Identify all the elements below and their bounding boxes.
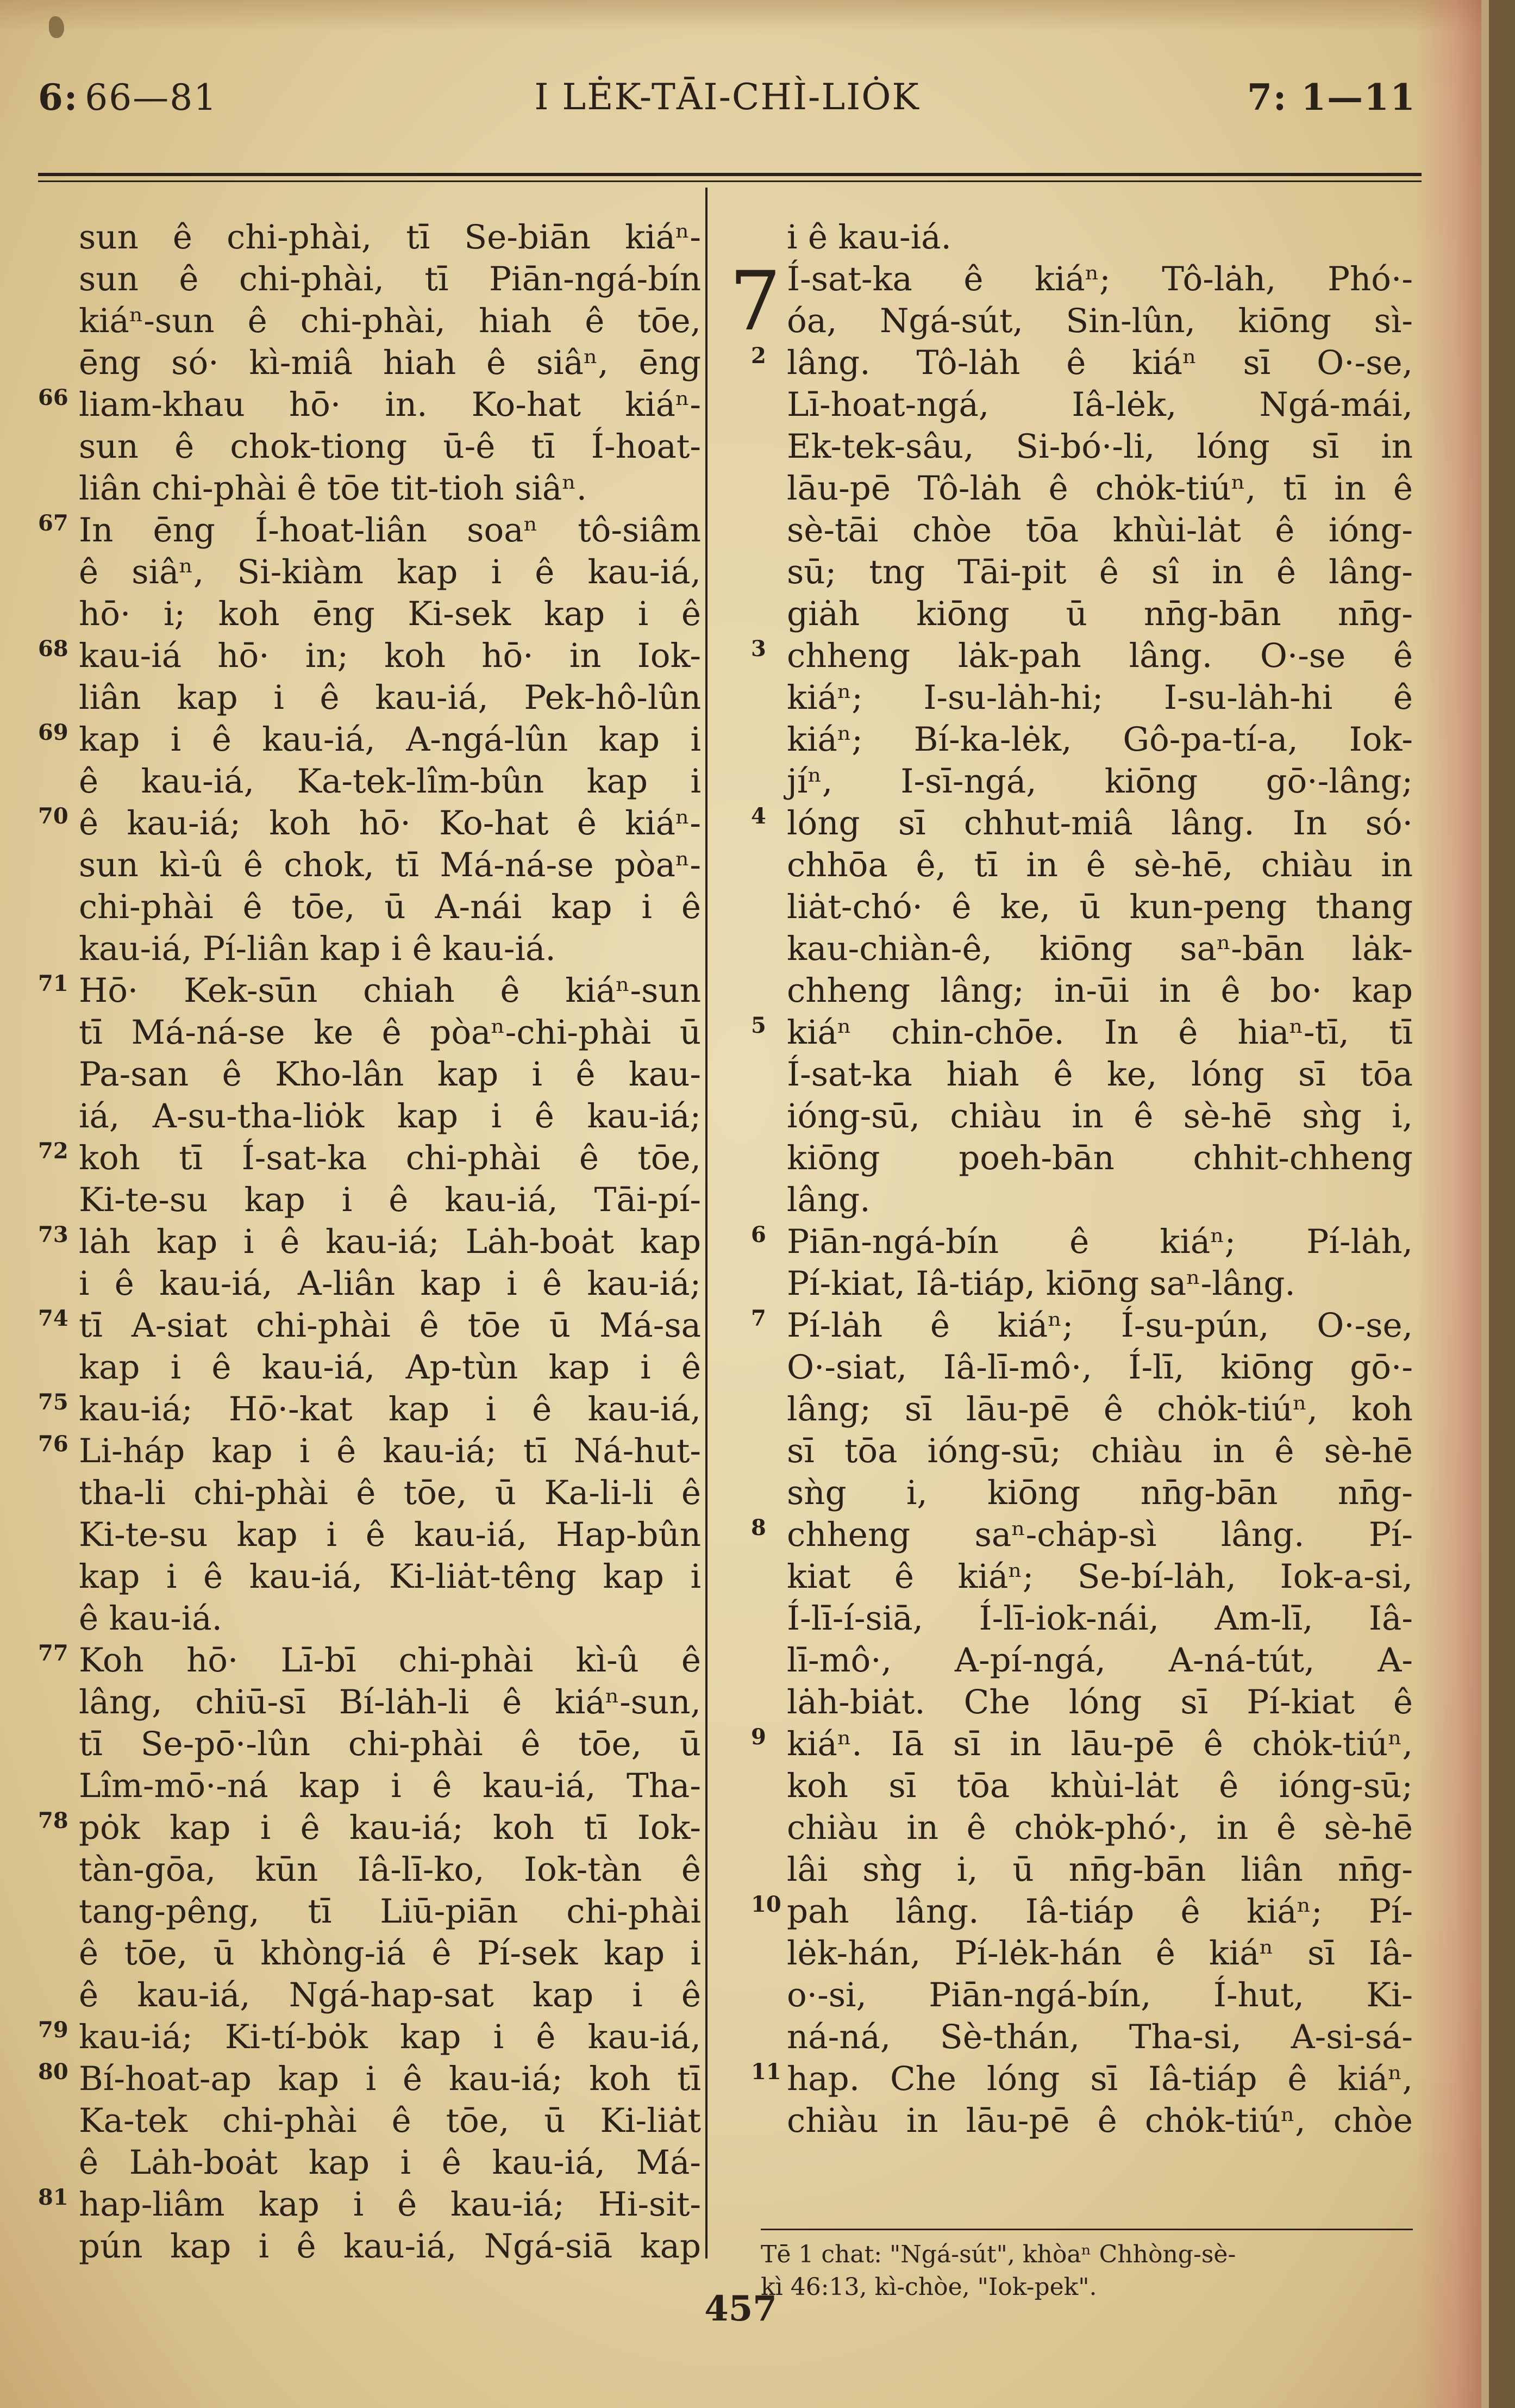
verse-number: 8 (751, 1515, 766, 1540)
verse-text: Pí-lȧh ê kiáⁿ; Í-su-pún, O·-se, (787, 1306, 1413, 1345)
text-line (38, 1305, 701, 1346)
text-line (38, 1472, 701, 1514)
text-line (38, 426, 701, 467)
text-line (717, 2058, 1413, 2100)
text-line (717, 760, 1413, 802)
verse-text: tī Se-pō·-lûn chi-phài ê tōe, ū (79, 1725, 701, 1763)
text-line (717, 928, 1413, 970)
verse-text: pún kap i ê kau-iá, Ngá-siā kap (79, 2227, 701, 2266)
text-line (717, 300, 1413, 342)
book-title: I LĖK-TĀI-CHÌ-LIȮK (534, 76, 920, 118)
verse-text: chheng saⁿ-chȧp-sì lâng. Pí- (787, 1515, 1413, 1554)
text-line (717, 426, 1413, 467)
verse-text: kap i ê kau-iá, Ap-tùn kap i ê (79, 1348, 701, 1387)
verse-text: jíⁿ, I-sī-ngá, kiōng gō·-lâng; (787, 762, 1413, 801)
verse-number: 71 (38, 971, 68, 996)
text-line (38, 593, 701, 635)
verse-text: kiáⁿ; Bí-ka-lėk, Gô-pa-tí-a, Iok- (787, 720, 1413, 759)
verse-number: 2 (751, 343, 766, 369)
verse-text: Í-sat-ka ê kiáⁿ; Tô-lȧh, Phó·- (787, 260, 1413, 298)
verse-text: chheng lâng; in-ūi in ê bo· kap (787, 971, 1413, 1010)
verse-text: kiōng poeh-bān chhit-chheng (787, 1139, 1413, 1177)
text-line (38, 802, 701, 844)
verse-text: ê kau-iá; koh hō· Ko-hat ê kiáⁿ- (79, 804, 701, 843)
verse-text: hap-liâm kap i ê kau-iá; Hi-sit- (79, 2185, 701, 2224)
text-line (717, 1012, 1413, 1053)
text-line (717, 1514, 1413, 1556)
verse-text: lâi sǹg i, ū nn̄g-bān liân nn̄g- (787, 1850, 1413, 1889)
text-line (38, 2058, 701, 2100)
verse-text: iá, A-su-tha-liȯk kap i ê kau-iá; (79, 1097, 701, 1136)
text-line (38, 886, 701, 928)
text-line (717, 1556, 1413, 1598)
verse-text: chiàu in lāu-pē ê chȯk-tiúⁿ, chòe (787, 2101, 1413, 2140)
verse-text: kiat ê kiáⁿ; Se-bí-lȧh, Iok-a-si, (787, 1557, 1413, 1596)
text-line (38, 216, 701, 258)
verse-text: Bí-hoat-ap kap i ê kau-iá; koh tī (79, 2060, 701, 2098)
verse-text: o·-si, Piān-ngá-bín, Í-hut, Ki- (787, 1976, 1413, 2014)
text-line (717, 1179, 1413, 1221)
header-rule-thin (38, 180, 1422, 182)
text-line (717, 802, 1413, 844)
text-line (717, 1807, 1413, 1849)
verse-text: pah lâng. Iâ-tiáp ê kiáⁿ; Pí- (787, 1892, 1413, 1931)
verse-number: 68 (38, 636, 68, 662)
text-line (717, 467, 1413, 509)
text-line (717, 1849, 1413, 1891)
verse-number: 7 (751, 1306, 766, 1331)
verse-text: ê kau-iá, Ngá-hap-sat kap i ê (79, 1976, 701, 2014)
verse-text: kiáⁿ chin-chōe. In ê hiaⁿ-tī, tī (787, 1013, 1413, 1052)
text-line (38, 970, 701, 1012)
verse-text: sun ê chi-phài, tī Piān-ngá-bín (79, 260, 701, 298)
column-divider (705, 188, 708, 2259)
verse-number: 11 (751, 2059, 781, 2085)
verse-text: kau-iá hō· in; koh hō· in Iok- (79, 637, 701, 675)
verse-text: Lîm-mō·-ná kap i ê kau-iá, Tha- (79, 1767, 701, 1805)
text-line (38, 342, 701, 384)
verse-text: kiáⁿ; I-su-lȧh-hi; I-su-lȧh-hi ê (787, 678, 1413, 717)
text-line (717, 342, 1413, 384)
verse-text: In ēng Í-hoat-liân soaⁿ tô-siâm (79, 511, 701, 550)
verse-text: lóng sī chhut-miâ lâng. In só· (787, 804, 1413, 843)
text-line (38, 1053, 701, 1095)
verse-text: ê tōe, ū khòng-iá ê Pí-sek kap i (79, 1934, 701, 1973)
verse-text: tī Má-ná-se ke ê pòaⁿ-chi-phài ū (79, 1013, 701, 1052)
verse-number: 69 (38, 720, 68, 745)
text-line (717, 677, 1413, 719)
verse-text: hap. Che lóng sī Iâ-tiáp ê kiáⁿ, (787, 2060, 1413, 2098)
verse-number: 6 (751, 1222, 766, 1247)
text-line (38, 844, 701, 886)
text-line (717, 1095, 1413, 1137)
verse-number: 72 (38, 1138, 68, 1164)
text-line (38, 1765, 701, 1807)
verse-text: sun kì-û ê chok, tī Má-ná-se pòaⁿ- (79, 846, 701, 884)
text-line (38, 1221, 701, 1263)
edge-stain (1416, 0, 1481, 2408)
verse-text: Í-sat-ka hiah ê ke, lóng sī tōa (787, 1055, 1413, 1094)
text-line (38, 1388, 701, 1430)
text-line (717, 2016, 1413, 2058)
verse-text: kiáⁿ-sun ê chi-phài, hiah ê tōe, (79, 302, 701, 340)
verse-text: sun ê chi-phài, tī Se-biān kiáⁿ- (79, 218, 701, 257)
verse-text: chiàu in ê chȯk-phó·, in ê sè-hē (787, 1808, 1413, 1847)
text-line (38, 258, 701, 300)
right-column (717, 216, 1413, 2142)
verse-text: tī A-siat chi-phài ê tōe ū Má-sa (79, 1306, 701, 1345)
verse-number: 75 (38, 1389, 68, 1415)
text-line (717, 593, 1413, 635)
text-line (38, 384, 701, 426)
verse-text: sǹg i, kiōng nn̄g-bān nn̄g- (787, 1474, 1413, 1512)
text-line (38, 1849, 701, 1891)
verse-number: 66 (38, 385, 68, 410)
footnote-line: Tē 1 chat: "Ngá-sút", khòaⁿ Chhòng-sè- (761, 2241, 1236, 2268)
verse-text: Li-háp kap i ê kau-iá; tī Ná-hut- (79, 1432, 701, 1470)
text-line (717, 1263, 1413, 1305)
verse-text: koh tī Í-sat-ka chi-phài ê tōe, (79, 1139, 701, 1177)
text-line (717, 551, 1413, 593)
verse-text: ê Lȧh-boȧt kap i ê kau-iá, Má- (79, 2143, 701, 2182)
verse-text: giȧh kiōng ū nn̄g-bān nn̄g- (787, 595, 1413, 633)
text-line (717, 1305, 1413, 1346)
verse-text: ióng-sū, chiàu in ê sè-hē sǹg i, (787, 1097, 1413, 1136)
verse-text: chhōa ê, tī in ê sè-hē, chiàu in (787, 846, 1413, 884)
left-column (38, 216, 701, 2267)
verse-text: pȯk kap i ê kau-iá; koh tī Iok- (79, 1808, 701, 1847)
text-line (717, 1137, 1413, 1179)
verse-text: lâng. (787, 1181, 871, 1219)
verse-number: 79 (38, 2017, 68, 2043)
text-line (38, 2225, 701, 2267)
verse-text: kau-iá, Pí-liân kap i ê kau-iá. (79, 929, 556, 968)
verse-text: kau-iá; Hō·-kat kap i ê kau-iá, (79, 1390, 701, 1428)
verse-text: kau-iá; Ki-tí-bȯk kap i ê kau-iá, (79, 2018, 701, 2056)
text-line (38, 760, 701, 802)
text-line (38, 1012, 701, 1053)
text-line (717, 886, 1413, 928)
verse-number: 4 (751, 803, 766, 829)
verse-text: óa, Ngá-sút, Sin-lûn, kiōng sì- (787, 302, 1413, 340)
verse-text: ê siâⁿ, Si-kiàm kap i ê kau-iá, (79, 553, 701, 591)
text-line (717, 719, 1413, 760)
text-line (717, 1932, 1413, 1974)
text-line (717, 1891, 1413, 1932)
text-line (38, 300, 701, 342)
verse-text: i ê kau-iá, A-liân kap i ê kau-iá; (79, 1264, 701, 1303)
text-line (717, 1388, 1413, 1430)
verse-text: lâng. Tô-lȧh ê kiáⁿ sī O·-se, (787, 344, 1413, 382)
text-line (38, 719, 701, 760)
verse-text: ná-ná, Sè-thán, Tha-si, A-si-sá- (787, 2018, 1413, 2056)
verse-text: Hō· Kek-sūn chiah ê kiáⁿ-sun (79, 971, 701, 1010)
text-line (38, 1263, 701, 1305)
verse-text: liân kap i ê kau-iá, Pek-hô-lûn (79, 678, 701, 717)
text-line (38, 2100, 701, 2142)
text-line (717, 1346, 1413, 1388)
verse-number: 76 (38, 1431, 68, 1457)
header-rule-thick (38, 173, 1422, 176)
verse-text: Ka-tek chi-phài ê tōe, ū Ki-liȧt (79, 2101, 701, 2140)
text-line (38, 1556, 701, 1598)
verse-number: 3 (751, 636, 766, 662)
text-line (38, 467, 701, 509)
verse-number: 5 (751, 1013, 766, 1038)
verse-text: ê kau-iá, Ka-tek-lîm-bûn kap i (79, 762, 701, 801)
text-line (38, 1974, 701, 2016)
text-line (717, 1681, 1413, 1723)
verse-number: 81 (38, 2185, 68, 2210)
verse-text: tha-li chi-phài ê tōe, ū Ka-li-li ê (79, 1474, 701, 1512)
verse-number: 74 (38, 1306, 68, 1331)
verse-text: liȧt-chó· ê ke, ū kun-peng thang (787, 888, 1413, 926)
verse-text: lėk-hán, Pí-lėk-hán ê kiáⁿ sī Iâ- (787, 1934, 1413, 1973)
text-line (717, 970, 1413, 1012)
text-line (38, 1430, 701, 1472)
verse-text: kap i ê kau-iá, Ki-liȧt-têng kap i (79, 1557, 701, 1596)
verse-text: kap i ê kau-iá, A-ngá-lûn kap i (79, 720, 701, 759)
verse-text: kau-chiàn-ê, kiōng saⁿ-bān lȧk- (787, 929, 1413, 968)
verse-text: lȧh kap i ê kau-iá; Lȧh-boȧt kap (79, 1222, 701, 1261)
chapter-number: 7 (729, 254, 781, 349)
text-line (38, 1681, 701, 1723)
verse-text: sū; tng Tāi-pit ê sî in ê lâng- (787, 553, 1413, 591)
header-left-range: 6: 66—81 (38, 76, 218, 118)
text-line (717, 2100, 1413, 2142)
text-line (38, 1807, 701, 1849)
footnote-line: kì 46:13, kì-chòe, "Iok-pek". (761, 2273, 1097, 2301)
text-line (38, 928, 701, 970)
text-line (38, 551, 701, 593)
verse-text: sè-tāi chòe tōa khùi-lȧt ê ióng- (787, 511, 1413, 550)
text-line (38, 1932, 701, 1974)
text-line (717, 844, 1413, 886)
text-line (38, 1095, 701, 1137)
verse-text: Ki-te-su kap i ê kau-iá, Hap-bûn (79, 1515, 701, 1554)
verse-text: lȧh-biȧt. Che lóng sī Pí-kiat ê (787, 1683, 1413, 1721)
verse-text: lī-mô·, A-pí-ngá, A-ná-tút, A- (787, 1641, 1413, 1680)
verse-text: tàn-gōa, kūn Iâ-lī-ko, Iok-tàn ê (79, 1850, 701, 1889)
verse-text: lāu-pē Tô-lȧh ê chȯk-tiúⁿ, tī in ê (787, 469, 1413, 508)
verse-number: 67 (38, 510, 68, 536)
verse-number: 10 (751, 1892, 781, 1917)
verse-text: hō· i; koh ēng Ki-sek kap i ê (79, 595, 701, 633)
verse-text: sun ê chok-tiong ū-ê tī Í-hoat- (79, 427, 701, 466)
text-line (717, 1639, 1413, 1681)
verse-text: chheng lȧk-pah lâng. O·-se ê (787, 637, 1413, 675)
page-number: 457 (704, 2288, 777, 2329)
verse-text: Piān-ngá-bín ê kiáⁿ; Pí-lȧh, (787, 1222, 1413, 1261)
text-line (38, 1891, 701, 1932)
verse-number: 9 (751, 1724, 766, 1750)
text-line (38, 2184, 701, 2225)
text-line (717, 384, 1413, 426)
text-line (38, 677, 701, 719)
verse-text: koh sī tōa khùi-lȧt ê ióng-sū; (787, 1767, 1413, 1805)
verse-number: 77 (38, 1640, 68, 1666)
verse-text: sī tōa ióng-sū; chiàu in ê sè-hē (787, 1432, 1413, 1470)
footnote-rule (761, 2229, 1413, 2230)
text-line (717, 1472, 1413, 1514)
running-header (38, 71, 1416, 125)
text-line (38, 1179, 701, 1221)
verse-text: i ê kau-iá. (787, 218, 951, 257)
verse-text: O·-siat, Iâ-lī-mô·, Í-lī, kiōng gō·- (787, 1348, 1413, 1387)
text-line (38, 2142, 701, 2184)
text-line (38, 1346, 701, 1388)
text-line (38, 509, 701, 551)
verse-text: ê kau-iá. (79, 1599, 222, 1638)
text-line (38, 1514, 701, 1556)
text-line (717, 509, 1413, 551)
header-right-range: 7: 1—11 (1247, 76, 1416, 118)
text-line (717, 1765, 1413, 1807)
verse-number: 70 (38, 803, 68, 829)
verse-text: kiáⁿ. Iā sī in lāu-pē ê chȯk-tiúⁿ, (787, 1725, 1413, 1763)
text-line (38, 635, 701, 677)
text-line (717, 635, 1413, 677)
text-line (717, 1723, 1413, 1765)
verse-text: Pí-kiat, Iâ-tiáp, kiōng saⁿ-lâng. (787, 1264, 1295, 1303)
verse-text: liân chi-phài ê tōe tit-tioh siâⁿ. (79, 469, 587, 508)
text-line (38, 2016, 701, 2058)
text-line (717, 216, 1413, 258)
verse-text: lâng; sī lāu-pē ê chȯk-tiúⁿ, koh (787, 1390, 1413, 1428)
text-line (38, 1639, 701, 1681)
verse-text: Koh hō· Lī-bī chi-phài kì-û ê (79, 1641, 701, 1680)
top-stain (0, 0, 1481, 33)
text-line (38, 1723, 701, 1765)
text-line (717, 1598, 1413, 1639)
verse-text: Ki-te-su kap i ê kau-iá, Tāi-pí- (79, 1181, 701, 1219)
verse-text: Pa-san ê Kho-lân kap i ê kau- (79, 1055, 701, 1094)
text-line (717, 258, 1413, 300)
verse-text: Lī-hoat-ngá, Iâ-lėk, Ngá-mái, (787, 385, 1413, 424)
verse-text: liam-khau hō· in. Ko-hat kiáⁿ- (79, 385, 701, 424)
text-line (38, 1137, 701, 1179)
ink-blot (49, 16, 64, 38)
verse-text: Í-lī-í-siā, Í-lī-iok-nái, Am-lī, Iâ- (787, 1599, 1413, 1638)
text-line (38, 1598, 701, 1639)
verse-number: 78 (38, 1808, 68, 1833)
text-line (717, 1053, 1413, 1095)
verse-text: lâng, chiū-sī Bí-lȧh-li ê kiáⁿ-sun, (79, 1683, 701, 1721)
text-line (717, 1430, 1413, 1472)
verse-number: 73 (38, 1222, 68, 1247)
verse-text: tang-pêng, tī Liū-piān chi-phài (79, 1892, 701, 1931)
verse-text: ēng só· kì-miâ hiah ê siâⁿ, ēng (79, 344, 701, 382)
text-line (717, 1221, 1413, 1263)
text-line (717, 1974, 1413, 2016)
verse-number: 80 (38, 2059, 68, 2085)
verse-text: chi-phài ê tōe, ū A-nái kap i ê (79, 888, 701, 926)
verse-text: Ek-tek-sâu, Si-bó·-li, lóng sī in (787, 427, 1413, 466)
